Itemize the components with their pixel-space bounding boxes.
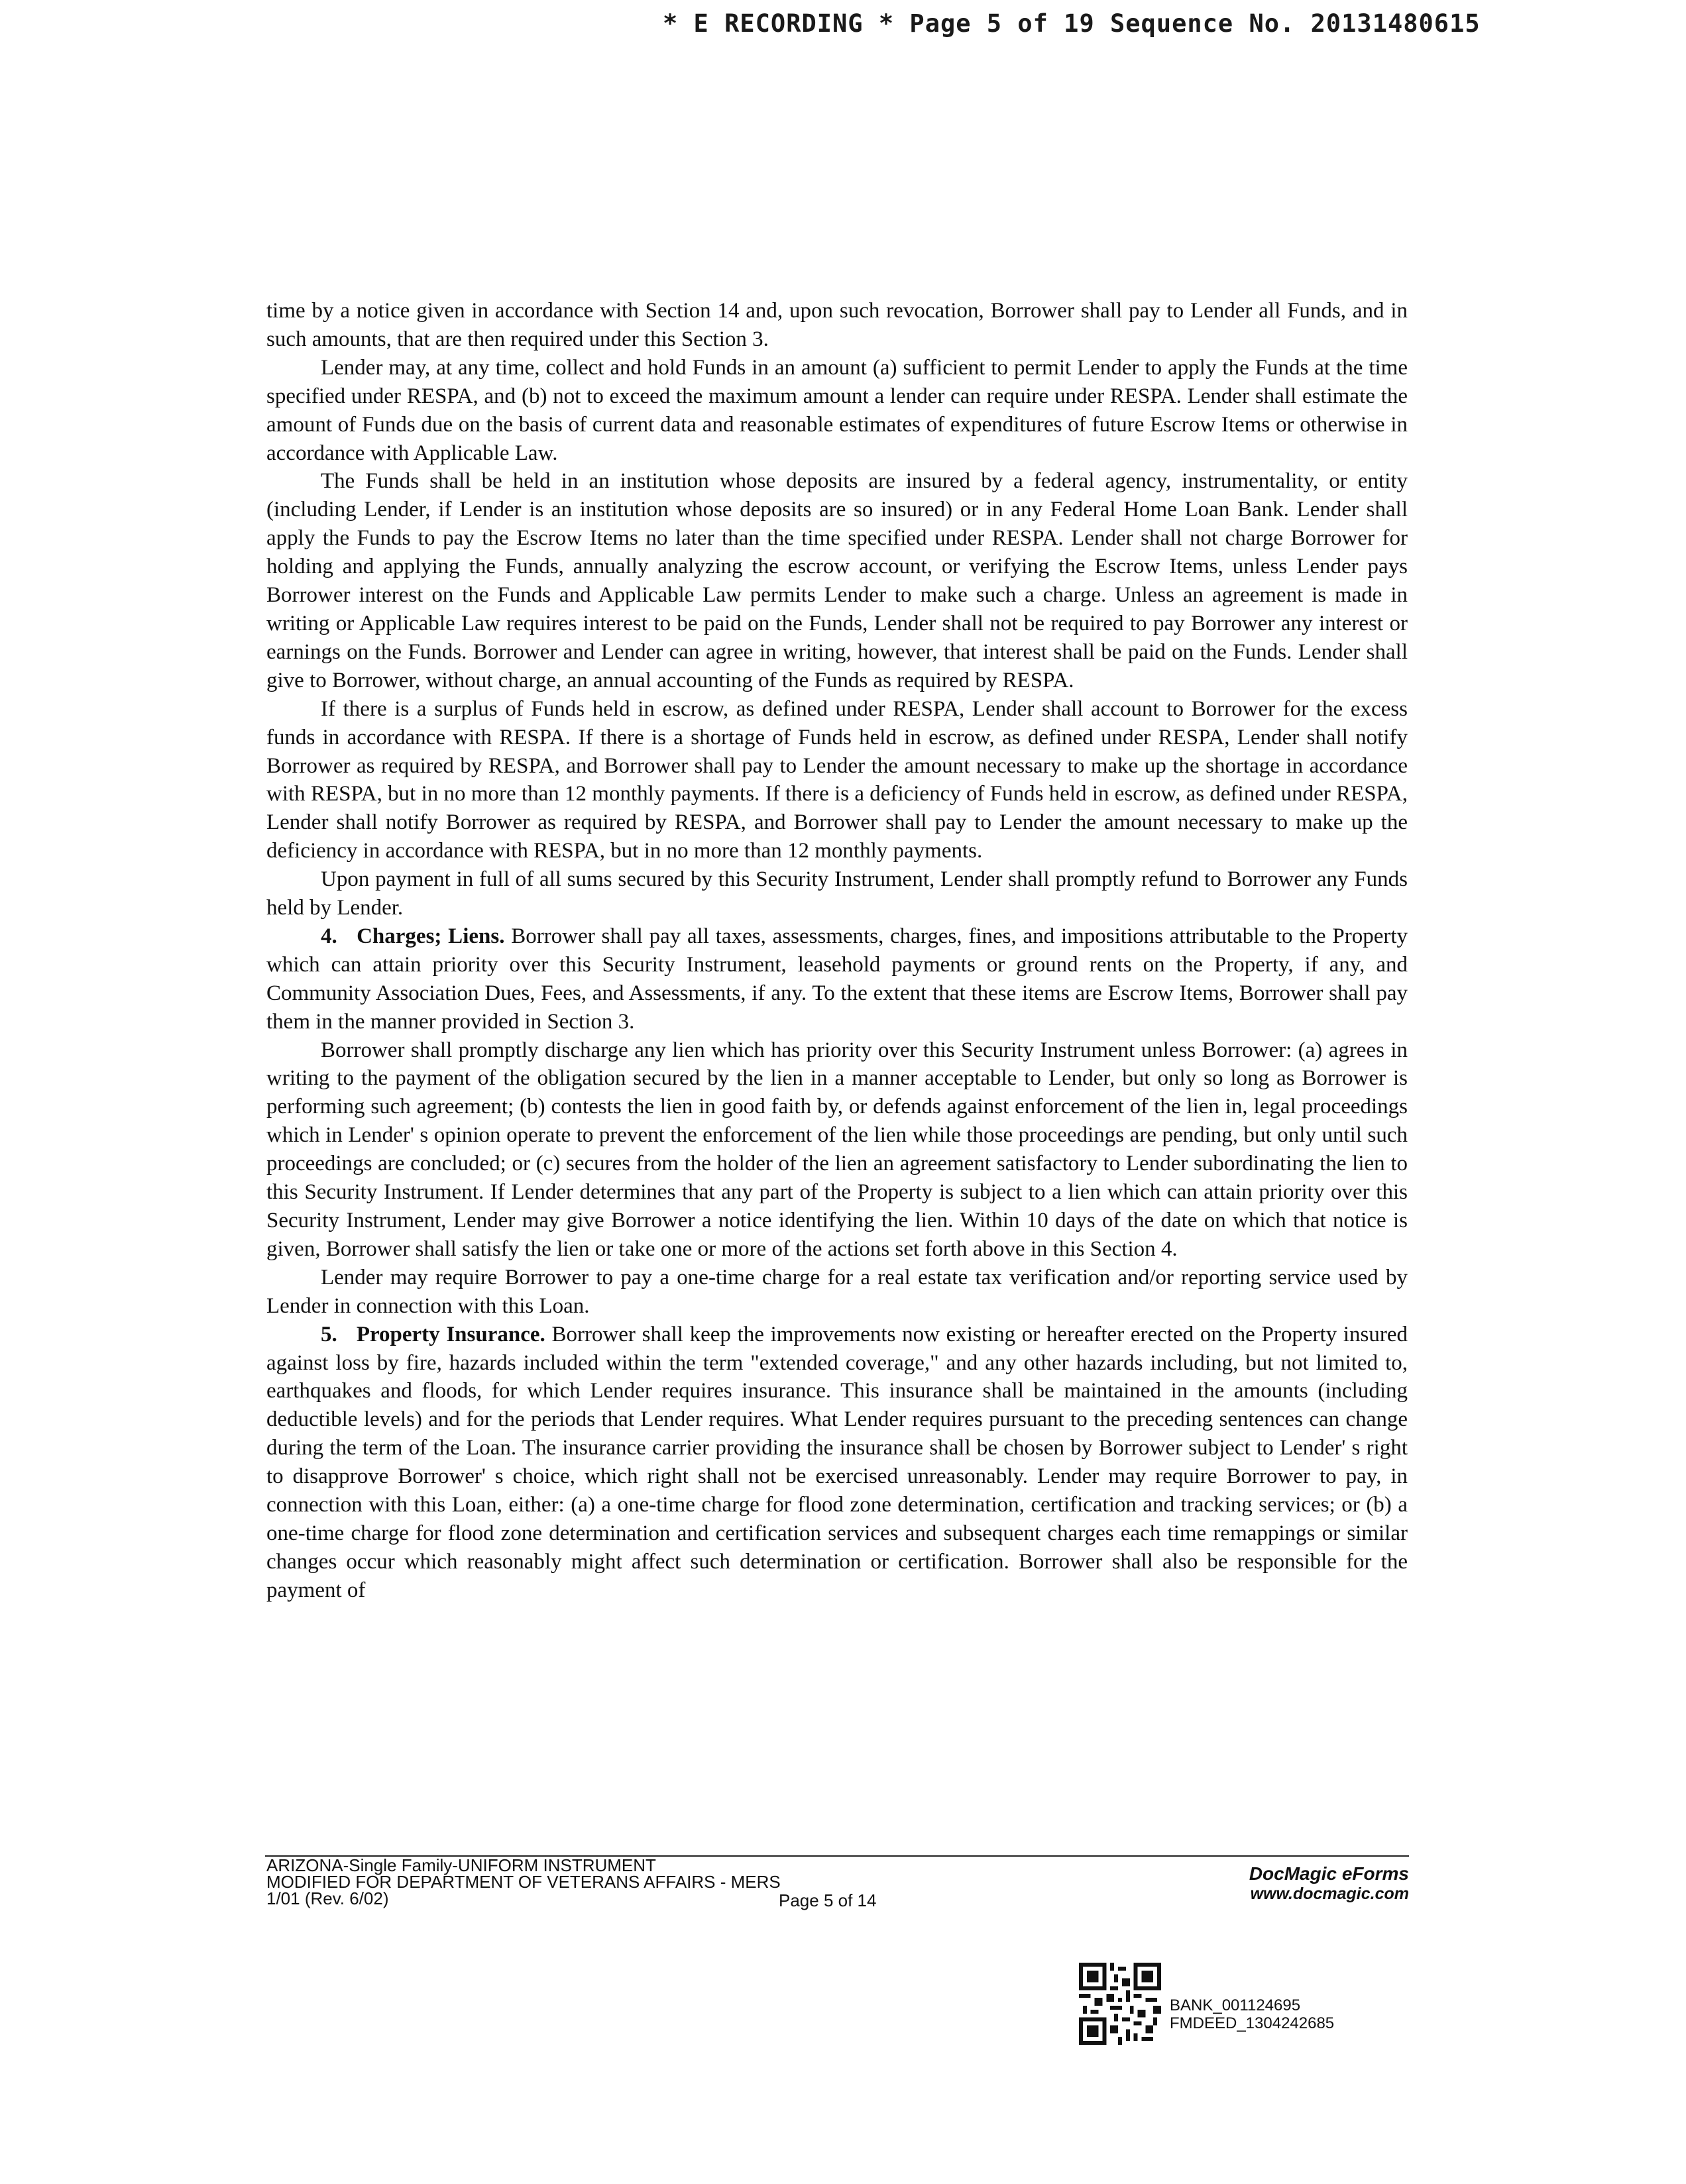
section-number: 5.	[321, 1322, 337, 1346]
brand-url: www.docmagic.com	[1250, 1884, 1409, 1903]
paragraph: time by a notice given in accordance with Section 14 and, upon such revocation, Borrower shall pay to Lender all Funds, and in such amounts, that are then required under this Section 3.	[266, 299, 1408, 351]
section-number: 4.	[321, 924, 337, 948]
form-line: 1/01 (Rev. 6/02)	[266, 1888, 389, 1908]
section-5-paragraph	[266, 1321, 1408, 1605]
bank-id: BANK_001124695	[1170, 1996, 1301, 2014]
document-ids	[1170, 1996, 1334, 2032]
section-heading: Charges; Liens.	[357, 924, 505, 948]
document-body	[266, 297, 1408, 1605]
recording-header: * E RECORDING * Page 5 of 19 Sequence No. 20131480615	[663, 9, 1481, 38]
form-line: ARIZONA-Single Family-UNIFORM INSTRUMENT	[266, 1855, 656, 1875]
qr-code-icon	[1079, 1963, 1161, 2045]
paragraph: Upon payment in full of all sums secured by this Security Instrument, Lender shall promptly refund to Borrower any Funds held by Lender.	[266, 867, 1408, 920]
section-heading: Property Insurance.	[356, 1322, 545, 1346]
section-text: Borrower shall pay all taxes, assessments, charges, fines, and impositions attributable to the Property which can attain priority over this Security Instrument, leasehold payments or ground rents on the Property, if any, and Community Association Dues, Fees, and Assessments, if any. To the extent that these items are Escrow Items, Borrower shall pay them in the manner provided in Section 3.	[266, 924, 1408, 1034]
paragraph: If there is a surplus of Funds held in escrow, as defined under RESPA, Lender shall account to Borrower for the excess funds in accordance with RESPA. If there is a shortage of Funds held in escrow, as defined under RESPA, Lender shall notify Borrower as required by RESPA, and Borrower shall pay to Lender the amount necessary to make up the shortage in accordance with RESPA, but in no more than 12 monthly payments. If there is a deficiency of Funds held in escrow, as defined under RESPA, Lender shall notify Borrower as required by RESPA, and Borrower shall pay to Lender the amount necessary to make up the deficiency in accordance with RESPA, but in no more than 12 monthly payments.	[266, 696, 1408, 863]
section-text: Borrower shall keep the improvements now existing or hereafter erected on the Property insured against loss by fire, hazards included within the term "extended coverage," and any other hazards including, but not limited to, earthquakes and floods, for which Lender requires insurance. This insurance shall be maintained in the amounts (including deductible levels) and for the periods that Lender requires. What Lender requires pursuant to the preceding sentences can change during the term of the Loan. The insurance carrier providing the insurance shall be chosen by Borrower subject to Lender' s right to disapprove Borrower' s choice, which right shall not be exercised unreasonably. Lender may require Borrower to pay, in connection with this Loan, either: (a) a one-time charge for flood zone determination, certification and tracking services; or (b) a one-time charge for flood zone determination and certification services and subsequent charges each time remappings or similar changes occur which reasonably might affect such determination or certification. Borrower shall also be responsible for the payment of	[266, 1322, 1408, 1602]
docmagic-logo	[1249, 1863, 1409, 1904]
paragraph: Borrower shall promptly discharge any lien which has priority over this Security Instrument unless Borrower: (a) agrees in writing to the payment of the obligation secured by the lien in a manner acceptable to Lender, but only so long as Borrower is performing such agreement; (b) contests the lien in good faith by, or defends against enforcement of the lien in, legal proceedings which in Lender' s opinion operate to prevent the enforcement of the lien while those proceedings are pending, but only until such proceedings are concluded; or (c) secures from the holder of the lien an agreement satisfactory to Lender subordinating the lien to this Security Instrument. If Lender determines that any part of the Property is subject to a lien which can attain priority over this Security Instrument, Lender may give Borrower a notice identifying the lien. Within 10 days of the date on which that notice is given, Borrower shall satisfy the lien or take one or more of the actions set forth above in this Section 4.	[266, 1038, 1408, 1261]
brand-name: DocMagic eForms	[1249, 1863, 1409, 1884]
section-4-paragraph	[266, 922, 1408, 1036]
paragraph: The Funds shall be held in an institution whose deposits are insured by a federal agency, instrumentality, or entity (including Lender, if Lender is an institution whose deposits are so insured) or in any Federal Home Loan Bank. Lender shall apply the Funds to pay the Escrow Items no later than the time specified under RESPA. Lender shall not charge Borrower for holding and applying the Funds, annually analyzing the escrow account, or verifying the Escrow Items, unless Lender pays Borrower interest on the Funds and Applicable Law permits Lender to make such a charge. Unless an agreement is made in writing or Applicable Law requires interest to be paid on the Funds, Lender shall not be required to pay Borrower any interest or earnings on the Funds. Borrower and Lender can agree in writing, however, that interest shall be paid on the Funds. Lender shall give to Borrower, without charge, an annual accounting of the Funds as required by RESPA.	[266, 469, 1408, 692]
deed-id: FMDEED_1304242685	[1170, 2014, 1335, 2032]
paragraph: Lender may, at any time, collect and hold Funds in an amount (a) sufficient to permit Lender to apply the Funds at the time specified under RESPA, and (b) not to exceed the maximum amount a lender can require under RESPA. Lender shall estimate the amount of Funds due on the basis of current data and reasonable estimates of expenditures of future Escrow Items or otherwise in accordance with Applicable Law.	[266, 355, 1408, 465]
form-line: MODIFIED FOR DEPARTMENT OF VETERANS AFFAIRS - MERS	[266, 1872, 781, 1892]
paragraph: Lender may require Borrower to pay a one-time charge for a real estate tax verification and/or reporting service used by Lender in connection with this Loan.	[266, 1265, 1408, 1318]
page-number: Page 5 of 14	[779, 1890, 877, 1910]
